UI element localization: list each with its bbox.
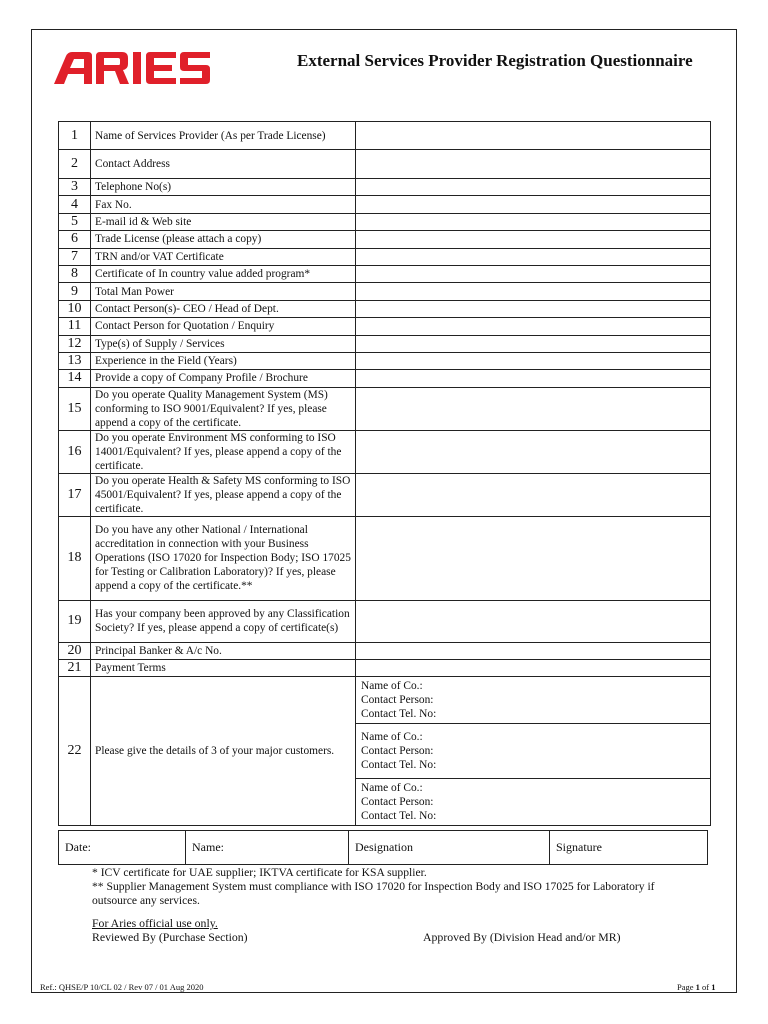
answer-field[interactable] [356,660,711,677]
answer-field[interactable] [356,335,711,352]
footnote-icv: * ICV certificate for UAE supplier; IKTVA certificate for KSA supplier. [92,866,427,879]
question-text: Certificate of In country value added program* [91,265,356,282]
question-text: Contact Address [91,150,356,179]
question-text: Do you operate Environment MS conforming to ISO 14001/Equivalent? If yes, please append a copy of the certificate. [91,430,356,473]
question-number: 2 [59,150,91,179]
questionnaire-table [58,121,711,826]
answer-field[interactable] [356,179,711,196]
answer-field[interactable] [356,318,711,335]
question-row [59,283,711,300]
customer-person-label: Contact Person: [361,694,434,707]
question-number: 11 [59,318,91,335]
name-field[interactable]: Name: [186,831,349,865]
question-number: 10 [59,300,91,317]
footnote-sms: ** Supplier Management System must compliance with ISO 17020 for Inspection Body and ISO 17025 for Laboratory if outsource any services. [92,880,655,907]
question-number: 17 [59,473,91,516]
question-number: 15 [59,387,91,430]
question-number: 7 [59,248,91,265]
date-field[interactable]: Date: [59,831,186,865]
question-row [59,213,711,230]
question-text: E-mail id & Web site [91,213,356,230]
question-number: 22 [59,677,91,826]
question-row [59,196,711,213]
answer-field[interactable] [356,473,711,516]
answer-field[interactable] [356,300,711,317]
answer-field[interactable] [356,231,711,248]
answer-field[interactable] [356,122,711,150]
question-number: 14 [59,370,91,387]
answer-field[interactable] [356,196,711,213]
aries-logo [52,50,212,86]
question-row [59,660,711,677]
question-text: Do you have any other National / International accreditation in connection with your Business Operations (ISO 17020 for Inspection Body; ISO 17025 for Testing or Calibration Laboratory)? If yes, please append a copy of the certificate.** [91,516,356,600]
question-row [59,516,711,600]
question-number: 18 [59,516,91,600]
customer-tel-label: Contact Tel. No: [361,759,437,772]
question-row [59,300,711,317]
question-text: Do you operate Health & Safety MS conforming to ISO 45001/Equivalent? If yes, please append a copy of the certificate. [91,473,356,516]
approved-by-label: Approved By (Division Head and/or MR) [423,930,621,944]
customer-details[interactable] [356,724,711,779]
question-number: 20 [59,642,91,659]
answer-field[interactable] [356,352,711,369]
answer-field[interactable] [356,213,711,230]
customer-row [59,677,711,724]
question-row [59,318,711,335]
question-number: 21 [59,660,91,677]
question-number: 1 [59,122,91,150]
page-number: Page 1 of 1 [677,982,716,992]
question-text: Payment Terms [91,660,356,677]
question-number: 4 [59,196,91,213]
question-text: Please give the details of 3 of your major customers. [91,677,356,826]
question-text: Has your company been approved by any Classification Society? If yes, please append a copy of certificate(s) [91,600,356,642]
question-text: Contact Person for Quotation / Enquiry [91,318,356,335]
document-title: External Services Provider Registration Questionnaire [297,51,693,70]
customer-tel-label: Contact Tel. No: [361,810,437,823]
question-number: 3 [59,179,91,196]
answer-field[interactable] [356,150,711,179]
footnotes [92,866,692,908]
signature-field[interactable]: Signature [550,831,708,865]
question-number: 12 [59,335,91,352]
signoff-table [58,830,708,865]
question-row [59,179,711,196]
answer-field[interactable] [356,516,711,600]
question-text: Telephone No(s) [91,179,356,196]
question-row [59,248,711,265]
question-text: TRN and/or VAT Certificate [91,248,356,265]
reviewed-by-label: Reviewed By (Purchase Section) [92,930,248,944]
question-number: 9 [59,283,91,300]
customer-person-label: Contact Person: [361,745,434,758]
customer-company-label: Name of Co.: [361,731,423,744]
answer-field[interactable] [356,265,711,282]
question-row [59,122,711,150]
answer-field[interactable] [356,430,711,473]
question-row [59,473,711,516]
question-number: 13 [59,352,91,369]
answer-field[interactable] [356,387,711,430]
question-row [59,642,711,659]
question-text: Provide a copy of Company Profile / Brochure [91,370,356,387]
question-text: Do you operate Quality Management System (MS) conforming to ISO 9001/Equivalent? If yes, please append a copy of the certificate. [91,387,356,430]
customer-details[interactable] [356,779,711,826]
question-number: 5 [59,213,91,230]
question-text: Fax No. [91,196,356,213]
customer-person-label: Contact Person: [361,796,434,809]
customer-company-label: Name of Co.: [361,680,423,693]
question-row [59,231,711,248]
question-row [59,387,711,430]
question-number: 6 [59,231,91,248]
answer-field[interactable] [356,600,711,642]
question-text: Principal Banker & A/c No. [91,642,356,659]
customer-tel-label: Contact Tel. No: [361,708,437,721]
question-row [59,352,711,369]
question-row [59,265,711,282]
question-number: 19 [59,600,91,642]
question-text: Type(s) of Supply / Services [91,335,356,352]
question-text: Total Man Power [91,283,356,300]
question-row [59,370,711,387]
question-number: 16 [59,430,91,473]
document-reference: Ref.: QHSE/P 10/CL 02 / Rev 07 / 01 Aug 2020 [40,982,204,992]
question-row [59,150,711,179]
answer-field[interactable] [356,370,711,387]
answer-field[interactable] [356,248,711,265]
customer-details[interactable] [356,677,711,724]
question-text: Contact Person(s)- CEO / Head of Dept. [91,300,356,317]
question-row [59,430,711,473]
designation-field[interactable]: Designation [349,831,550,865]
question-row [59,335,711,352]
answer-field[interactable] [356,642,711,659]
answer-field[interactable] [356,283,711,300]
question-text: Trade License (please attach a copy) [91,231,356,248]
question-row [59,600,711,642]
question-text: Experience in the Field (Years) [91,352,356,369]
official-use-label: For Aries official use only. [92,916,218,930]
customer-company-label: Name of Co.: [361,782,423,795]
question-number: 8 [59,265,91,282]
question-text: Name of Services Provider (As per Trade License) [91,122,356,150]
